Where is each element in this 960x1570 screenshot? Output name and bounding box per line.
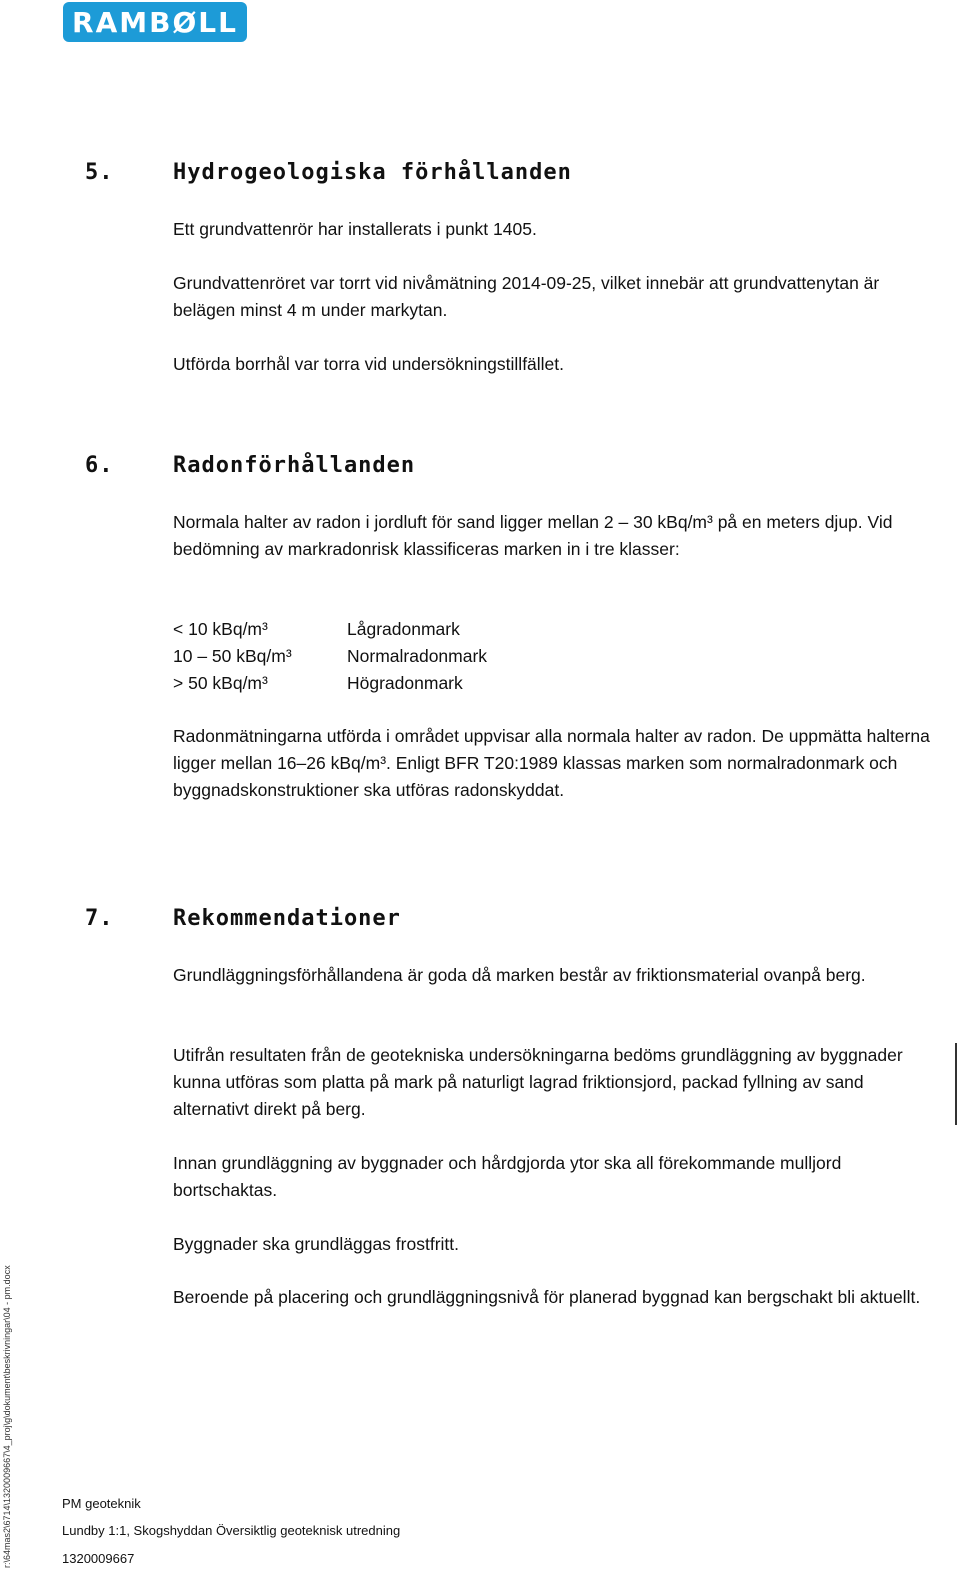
section-7-paragraph-4: Byggnader ska grundläggas frostfritt. — [173, 1234, 459, 1254]
file-path-margin-text: r:\64mas2\6714\1320009667\4_proj\g\dokument\beskrivningar\04 - pm.docx — [2, 1265, 12, 1568]
radon-class-label: Normalradonmark — [347, 646, 488, 666]
radon-class-row — [173, 616, 487, 643]
radon-class-label: Lågradonmark — [347, 619, 460, 639]
section-7-heading — [85, 906, 401, 931]
section-5-paragraph-3: Utförda borrhål var torra vid undersökningstillfället. — [173, 354, 565, 374]
section-7-paragraph-5: Beroende på placering och grundläggningsnivå för planerad byggnad kan bergschakt bli aktuellt. — [173, 1287, 921, 1307]
section-7-paragraph-1: Grundläggningsförhållandena är goda då marken består av friktionsmaterial ovanpå berg. — [173, 965, 866, 985]
section-5-paragraph-2: Grundvattenröret var torrt vid nivåmätning 2014-09-25, vilket innebär att grundvattenytan är belägen minst 4 m under markytan. — [173, 273, 880, 320]
radon-class-range: 10 – 50 kBq/m³ — [173, 646, 292, 666]
section-7-number: 7. — [85, 906, 114, 931]
radon-class-row — [173, 643, 487, 670]
footer-project: Lundby 1:1, Skogshyddan Översiktlig geoteknisk utredning — [62, 1523, 401, 1538]
radon-class-label: Högradonmark — [347, 673, 463, 693]
section-5-paragraph-1: Ett grundvattenrör har installerats i punkt 1405. — [173, 219, 537, 239]
section-6-title: Radonförhållanden — [173, 453, 416, 478]
section-5-number: 5. — [85, 160, 114, 185]
radon-class-row — [173, 670, 487, 697]
revision-change-bar — [955, 1043, 957, 1125]
footer-doc-type: PM geoteknik — [62, 1496, 141, 1511]
radon-class-range: < 10 kBq/m³ — [173, 619, 268, 639]
section-6-conclusion: Radonmätningarna utförda i området uppvisar alla normala halter av radon. De uppmätta halterna ligger mellan 16–26 kBq/m³. Enligt BFR T20:1989 klassas marken som normalradonmark och byggnadskonstruktioner ska utföras radonskyddat. — [173, 726, 930, 800]
ramboll-logo: RAMBØLL — [63, 2, 247, 42]
section-5-title: Hydrogeologiska förhållanden — [173, 160, 572, 185]
section-7-title: Rekommendationer — [173, 906, 401, 931]
section-5-heading — [85, 160, 572, 185]
section-7-paragraph-3: Innan grundläggning av byggnader och hårdgjorda ytor ska all förekommande mulljord bortschaktas. — [173, 1153, 842, 1200]
section-6-number: 6. — [85, 453, 114, 478]
footer-doc-number: 1320009667 — [62, 1551, 135, 1566]
section-7-paragraph-2: Utifrån resultaten från de geotekniska undersökningarna bedöms grundläggning av byggnader kunna utföras som platta på mark på naturligt lagrad friktionsjord, packad fyllning av sand alternativt direkt på berg. — [173, 1045, 903, 1119]
radon-class-range: > 50 kBq/m³ — [173, 673, 268, 693]
section-6-heading — [85, 453, 415, 478]
radon-class-table — [173, 616, 487, 697]
section-6-intro: Normala halter av radon i jordluft för sand ligger mellan 2 – 30 kBq/m³ på en meters djup. Vid bedömning av markradonrisk klassificeras marken in i tre klasser: — [173, 512, 893, 559]
